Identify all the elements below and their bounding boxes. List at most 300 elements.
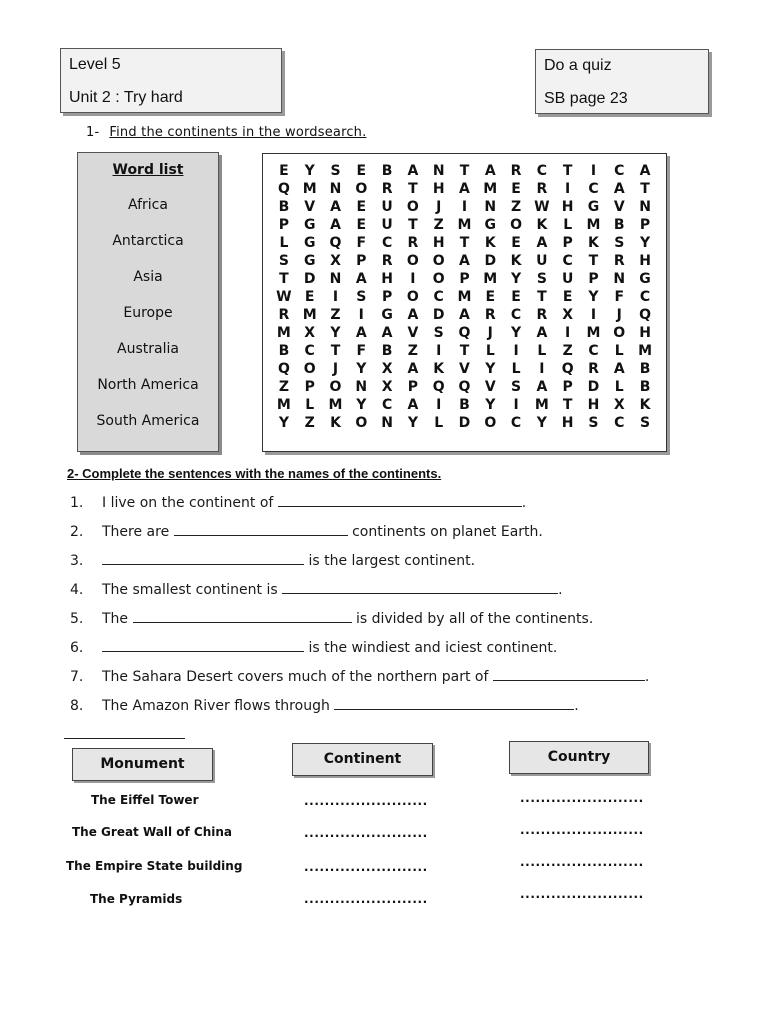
sentence-2	[70, 524, 543, 540]
sentence-text-after: is the windiest and iciest continent.	[304, 640, 558, 656]
wordsearch-letter[interactable]: Y	[511, 325, 522, 341]
wordsearch-letter[interactable]: P	[459, 271, 470, 287]
wordsearch-letter[interactable]: Z	[510, 199, 522, 215]
wordsearch-letter[interactable]: I	[410, 271, 416, 287]
wordsearch-letter[interactable]: P	[381, 289, 393, 305]
wordsearch-letter[interactable]: B	[381, 163, 393, 179]
continent-answer[interactable]: ........................	[304, 826, 428, 840]
wordsearch-letter[interactable]: I	[513, 343, 519, 359]
wordsearch-letter[interactable]: L	[279, 235, 289, 251]
wordsearch-letter[interactable]: O	[432, 271, 445, 287]
wordsearch-letter[interactable]: C	[536, 163, 547, 179]
answer-blank[interactable]	[102, 553, 304, 565]
wordsearch-letter[interactable]: Y	[639, 235, 651, 251]
wordsearch-letter[interactable]: U	[381, 199, 393, 215]
wordsearch-letter[interactable]: X	[304, 325, 316, 341]
wordsearch-letter[interactable]: A	[484, 163, 496, 179]
wordsearch-letter[interactable]: I	[513, 397, 519, 413]
wordsearch-letter[interactable]: P	[356, 253, 367, 269]
wordsearch-letter[interactable]: R	[510, 163, 522, 179]
wordsearch-letter[interactable]: Y	[511, 271, 522, 287]
wordsearch-letter[interactable]: O	[406, 199, 419, 215]
wordsearch-letter[interactable]: E	[562, 289, 573, 305]
divider-line	[64, 738, 185, 739]
sentence-text-after: is divided by all of the continents.	[351, 611, 594, 627]
wordsearch-letter[interactable]: A	[536, 379, 548, 395]
task-1-number: 1-	[86, 125, 100, 140]
wordsearch-letter[interactable]: G	[587, 199, 600, 215]
wordsearch-letter[interactable]: E	[304, 289, 315, 305]
wordsearch-letter[interactable]: I	[539, 361, 545, 377]
monument-item: The Great Wall of China	[72, 825, 233, 839]
wordsearch-letter[interactable]: M	[586, 217, 601, 233]
wordsearch-letter[interactable]: H	[561, 199, 574, 215]
wordsearch-letter[interactable]: S	[330, 163, 341, 179]
wordsearch-letter[interactable]: M	[483, 271, 498, 287]
word-list-item: Antarctica	[112, 233, 184, 249]
wordsearch-letter[interactable]: O	[303, 361, 316, 377]
wordsearch-letter[interactable]: S	[536, 271, 547, 287]
wordsearch-letter[interactable]: R	[407, 235, 419, 251]
wordsearch-letter[interactable]: N	[381, 415, 393, 431]
country-answer[interactable]: ........................	[520, 823, 644, 837]
wordsearch-letter[interactable]: L	[511, 361, 521, 377]
wordsearch-letter[interactable]: E	[279, 163, 289, 179]
wordsearch-letter[interactable]: T	[459, 343, 470, 359]
wordsearch-letter[interactable]: G	[303, 235, 316, 251]
wordsearch-letter[interactable]: K	[510, 253, 522, 269]
wordsearch-letter[interactable]: C	[304, 343, 315, 359]
wordsearch-letter[interactable]: T	[640, 181, 650, 197]
wordsearch-letter[interactable]: J	[436, 199, 442, 215]
wordsearch-letter[interactable]: G	[303, 217, 316, 233]
wordsearch-letter[interactable]: N	[432, 163, 445, 179]
wordsearch-letter[interactable]: Y	[588, 289, 599, 305]
wordsearch-letter[interactable]: L	[563, 217, 573, 233]
wordsearch-letter[interactable]: R	[381, 181, 393, 197]
wordsearch-letter[interactable]: B	[278, 199, 290, 215]
wordsearch-letter[interactable]: Y	[536, 415, 547, 431]
answer-blank[interactable]	[174, 524, 348, 536]
sentence-3	[70, 553, 475, 569]
wordsearch-letter[interactable]: D	[432, 307, 445, 323]
sentence-number: 8.	[70, 698, 84, 714]
wordsearch-letter[interactable]: M	[586, 325, 601, 341]
wordsearch-letter[interactable]: C	[639, 289, 651, 305]
sentence-text-after: .	[644, 669, 650, 685]
wordsearch-letter[interactable]: X	[330, 253, 341, 269]
wordsearch-letter[interactable]: A	[355, 271, 367, 287]
wordsearch-letter[interactable]: C	[562, 253, 573, 269]
wordsearch-letter[interactable]: C	[510, 307, 522, 323]
wordsearch-grid	[271, 162, 658, 432]
wordsearch-letter[interactable]: T	[408, 181, 418, 197]
wordsearch-letter[interactable]: A	[536, 325, 548, 341]
task-1-text: Find the continents in the wordsearch.	[109, 125, 367, 140]
sentence-number: 1.	[70, 495, 84, 511]
wordsearch-letter[interactable]: A	[407, 163, 419, 179]
wordsearch-letter[interactable]: F	[356, 235, 367, 251]
wordsearch-letter[interactable]: R	[278, 307, 290, 323]
wordsearch-letter[interactable]: H	[432, 181, 445, 197]
word-list-item: Asia	[133, 269, 163, 285]
wordsearch-letter[interactable]: A	[330, 217, 341, 233]
wordsearch-letter[interactable]: E	[511, 181, 521, 197]
wordsearch-letter[interactable]: P	[639, 217, 651, 233]
wordsearch-letter[interactable]: S	[588, 415, 599, 431]
wordsearch-letter[interactable]: S	[640, 415, 651, 431]
wordsearch-letter[interactable]: M	[534, 397, 549, 413]
wordsearch-letter[interactable]: N	[484, 199, 497, 215]
wordsearch-letter[interactable]: C	[614, 163, 625, 179]
answer-blank[interactable]	[278, 495, 522, 507]
wordsearch-letter[interactable]: L	[614, 343, 624, 359]
wordsearch-letter[interactable]: V	[484, 379, 496, 395]
wordsearch-letter[interactable]: Y	[485, 361, 496, 377]
wordsearch-letter[interactable]: M	[457, 289, 472, 305]
wordsearch-box	[262, 153, 667, 452]
wordsearch-letter[interactable]: P	[407, 379, 419, 395]
wordsearch-letter[interactable]: I	[590, 307, 597, 323]
wordsearch-letter[interactable]: R	[536, 307, 548, 323]
monument-item: The Empire State building	[66, 859, 243, 873]
wordsearch-letter[interactable]: F	[356, 343, 367, 359]
wordsearch-letter[interactable]: C	[588, 181, 599, 197]
wordsearch-letter[interactable]: Q	[277, 181, 290, 197]
wordsearch-letter[interactable]: L	[305, 397, 315, 413]
sentence-1	[70, 495, 526, 511]
task-1-instruction	[86, 125, 366, 140]
page-reference: SB page 23	[544, 90, 628, 107]
wordsearch-letter[interactable]: Z	[407, 343, 418, 359]
country-answer[interactable]: ........................	[520, 887, 644, 901]
wordsearch-letter[interactable]: M	[276, 397, 291, 413]
country-answer[interactable]: ........................	[520, 791, 644, 805]
wordsearch-letter[interactable]: V	[613, 199, 625, 215]
wordsearch-letter[interactable]: O	[355, 181, 368, 197]
wordsearch-letter[interactable]: Y	[356, 361, 367, 377]
wordsearch-letter[interactable]: A	[459, 181, 470, 197]
wordsearch-letter[interactable]: I	[565, 181, 571, 197]
wordsearch-letter[interactable]: Y	[407, 415, 418, 431]
wordsearch-letter[interactable]: I	[590, 163, 597, 179]
wordsearch-letter[interactable]: R	[536, 181, 548, 197]
word-list-item: Africa	[128, 197, 168, 213]
wordsearch-letter[interactable]: B	[278, 343, 290, 359]
wordsearch-letter[interactable]: O	[613, 325, 626, 341]
wordsearch-letter[interactable]: V	[407, 325, 419, 341]
wordsearch-letter[interactable]: A	[407, 361, 419, 377]
continent-answer[interactable]: ........................	[304, 794, 428, 808]
wordsearch-letter[interactable]: F	[614, 289, 625, 305]
wordsearch-letter[interactable]: O	[510, 217, 523, 233]
wordsearch-letter[interactable]: M	[276, 325, 291, 341]
wordsearch-letter[interactable]: A	[407, 307, 419, 323]
continent-answer[interactable]: ........................	[304, 892, 428, 906]
wordsearch-letter[interactable]: T	[408, 217, 418, 233]
country-header: Country	[509, 741, 649, 774]
sentence-number: 2.	[70, 524, 84, 540]
wordsearch-letter[interactable]: T	[459, 235, 470, 251]
quiz-box	[535, 49, 709, 114]
wordsearch-letter[interactable]: Y	[485, 397, 496, 413]
wordsearch-letter[interactable]: J	[616, 307, 622, 323]
wordsearch-letter[interactable]: Y	[278, 415, 289, 431]
level-unit-box	[60, 48, 282, 113]
wordsearch-letter[interactable]: S	[433, 325, 444, 341]
wordsearch-letter[interactable]: X	[562, 307, 574, 323]
wordsearch-letter[interactable]: B	[459, 397, 470, 413]
wordsearch-letter[interactable]: X	[381, 361, 393, 377]
continent-answer[interactable]: ........................	[304, 860, 428, 874]
wordsearch-letter[interactable]: Z	[278, 379, 289, 395]
monument-header: Monument	[72, 748, 213, 781]
wordsearch-letter[interactable]: V	[459, 361, 470, 377]
word-list-item: South America	[96, 413, 200, 429]
wordsearch-letter[interactable]: I	[358, 307, 364, 323]
wordsearch-letter[interactable]: I	[436, 343, 442, 359]
wordsearch-letter[interactable]: C	[381, 397, 393, 413]
wordsearch-letter[interactable]: P	[588, 271, 599, 287]
wordsearch-letter[interactable]: Z	[433, 217, 444, 233]
sentence-6	[70, 640, 557, 656]
word-list-box	[77, 152, 219, 452]
wordsearch-letter[interactable]: A	[459, 253, 470, 269]
wordsearch-letter[interactable]: T	[330, 343, 341, 359]
sentence-text-after: is the largest continent.	[304, 553, 476, 569]
sentence-text-after: .	[574, 698, 579, 714]
wordsearch-letter[interactable]: E	[485, 289, 496, 305]
wordsearch-letter[interactable]: Z	[304, 415, 315, 431]
wordsearch-letter[interactable]: N	[329, 181, 342, 197]
wordsearch-letter[interactable]: A	[355, 325, 367, 341]
quiz-label: Do a quiz	[544, 57, 612, 74]
wordsearch-letter[interactable]: J	[332, 361, 339, 377]
wordsearch-letter[interactable]: U	[561, 271, 574, 287]
sentence-number: 7.	[70, 669, 84, 685]
sentence-5	[70, 611, 593, 627]
wordsearch-letter[interactable]: G	[303, 253, 316, 269]
answer-blank[interactable]	[133, 611, 352, 623]
wordsearch-letter[interactable]: D	[484, 253, 497, 269]
wordsearch-letter[interactable]: R	[484, 307, 496, 323]
wordsearch-letter[interactable]: I	[565, 325, 571, 341]
wordsearch-letter[interactable]: T	[279, 271, 289, 287]
wordsearch-letter[interactable]: O	[484, 415, 497, 431]
sentence-number: 5.	[70, 611, 84, 627]
wordsearch-letter[interactable]: L	[614, 379, 624, 395]
wordsearch-letter[interactable]: G	[484, 217, 497, 233]
wordsearch-letter[interactable]: C	[433, 289, 444, 305]
wordsearch-letter[interactable]: Q	[432, 379, 445, 395]
wordsearch-letter[interactable]: N	[329, 271, 342, 287]
wordsearch-letter[interactable]: P	[304, 379, 315, 395]
wordsearch-letter[interactable]: O	[329, 379, 342, 395]
wordsearch-letter[interactable]: C	[614, 415, 625, 431]
wordsearch-letter[interactable]: D	[458, 415, 471, 431]
sentence-text-before: There are	[102, 524, 174, 540]
wordsearch-letter[interactable]: P	[278, 217, 290, 233]
wordsearch-letter[interactable]: Q	[561, 361, 574, 377]
wordsearch-letter[interactable]: S	[614, 235, 625, 251]
wordsearch-letter[interactable]: M	[483, 181, 498, 197]
wordsearch-letter[interactable]: W	[534, 199, 550, 215]
wordsearch-letter[interactable]: H	[639, 325, 651, 341]
wordsearch-letter[interactable]: S	[278, 253, 289, 269]
monument-item: The Eiffel Tower	[91, 793, 199, 807]
wordsearch-letter[interactable]: A	[330, 199, 341, 215]
wordsearch-letter[interactable]: O	[406, 253, 419, 269]
wordsearch-letter[interactable]: I	[332, 289, 339, 305]
wordsearch-letter[interactable]: S	[511, 379, 522, 395]
wordsearch-letter[interactable]: G	[639, 271, 651, 287]
wordsearch-letter[interactable]: K	[484, 235, 496, 251]
wordsearch-letter[interactable]: B	[639, 379, 651, 395]
wordsearch-letter[interactable]: G	[381, 307, 393, 323]
continent-header: Continent	[292, 743, 433, 776]
wordsearch-letter[interactable]: H	[432, 235, 445, 251]
word-list-item: North America	[97, 377, 199, 393]
wordsearch-letter[interactable]: A	[536, 235, 548, 251]
wordsearch-letter[interactable]: J	[487, 325, 493, 341]
wordsearch-letter[interactable]: T	[562, 397, 573, 413]
wordsearch-letter[interactable]: C	[381, 235, 393, 251]
wordsearch-letter[interactable]: A	[407, 397, 419, 413]
wordsearch-letter[interactable]: O	[432, 253, 445, 269]
wordsearch-letter[interactable]: E	[511, 235, 521, 251]
wordsearch-letter[interactable]: D	[303, 271, 316, 287]
wordsearch-letter[interactable]: K	[588, 235, 599, 251]
wordsearch-letter[interactable]: K	[639, 397, 651, 413]
wordsearch-letter[interactable]: Y	[356, 397, 367, 413]
wordsearch-letter[interactable]: C	[510, 415, 522, 431]
wordsearch-letter[interactable]: H	[381, 271, 393, 287]
task-2-instruction: 2- Complete the sentences with the names of the continents.	[67, 466, 442, 481]
wordsearch-letter[interactable]: Z	[330, 307, 341, 323]
answer-blank[interactable]	[493, 669, 645, 681]
wordsearch-letter[interactable]: X	[613, 397, 625, 413]
sentence-number: 3.	[70, 553, 84, 569]
wordsearch-letter[interactable]: K	[330, 415, 341, 431]
wordsearch-letter[interactable]: T	[562, 163, 573, 179]
wordsearch-letter[interactable]: W	[276, 289, 292, 305]
word-list-item: Australia	[117, 341, 179, 357]
wordsearch-letter[interactable]: B	[639, 361, 651, 377]
wordsearch-letter[interactable]: O	[406, 289, 419, 305]
sentence-text-before: The	[102, 611, 133, 627]
wordsearch-letter[interactable]: R	[613, 253, 625, 269]
level-label: Level 5	[69, 56, 121, 73]
wordsearch-letter[interactable]: A	[381, 325, 393, 341]
sentence-text-before: The Amazon River flows through	[102, 698, 335, 714]
word-list-title: Word list	[112, 162, 184, 178]
sentence-text-before: The smallest continent is	[102, 582, 283, 598]
wordsearch-letter[interactable]: H	[587, 397, 600, 413]
answer-blank[interactable]	[334, 698, 574, 710]
wordsearch-letter[interactable]: Q	[329, 235, 342, 251]
wordsearch-letter[interactable]: P	[562, 379, 573, 395]
answer-blank[interactable]	[102, 640, 304, 652]
wordsearch-letter[interactable]: E	[356, 199, 367, 215]
wordsearch-letter[interactable]: L	[434, 415, 444, 431]
wordsearch-letter[interactable]: L	[485, 343, 495, 359]
wordsearch-letter[interactable]: E	[356, 163, 367, 179]
sentence-text-after: .	[558, 582, 563, 598]
wordsearch-letter[interactable]: A	[613, 181, 625, 197]
sentence-4	[70, 582, 563, 598]
sentence-text-after: continents on planet Earth.	[347, 524, 543, 540]
wordsearch-letter[interactable]: M	[328, 397, 343, 413]
sentence-8	[70, 698, 579, 714]
wordsearch-letter[interactable]: D	[587, 379, 600, 395]
wordsearch-letter[interactable]: E	[511, 289, 521, 305]
wordsearch-letter[interactable]: B	[381, 343, 393, 359]
wordsearch-letter[interactable]: C	[588, 343, 599, 359]
wordsearch-letter[interactable]: Y	[304, 163, 315, 179]
wordsearch-letter[interactable]: V	[304, 199, 316, 215]
wordsearch-letter[interactable]: B	[613, 217, 625, 233]
wordsearch-letter[interactable]: X	[381, 379, 393, 395]
wordsearch-letter[interactable]: E	[356, 217, 367, 233]
wordsearch-letter[interactable]: L	[537, 343, 547, 359]
wordsearch-letter[interactable]: M	[302, 307, 317, 323]
sentence-7	[70, 669, 649, 685]
wordsearch-letter[interactable]: A	[639, 163, 651, 179]
monument-item: The Pyramids	[90, 892, 183, 906]
wordsearch-letter[interactable]: M	[302, 181, 317, 197]
wordsearch-letter[interactable]: A	[459, 307, 470, 323]
wordsearch-letter[interactable]: R	[588, 361, 599, 377]
wordsearch-letter[interactable]: A	[613, 361, 625, 377]
unit-label: Unit 2 : Try hard	[69, 89, 183, 106]
answer-blank[interactable]	[282, 582, 558, 594]
wordsearch-letter[interactable]: Z	[562, 343, 573, 359]
wordsearch-letter[interactable]: Y	[330, 325, 341, 341]
wordsearch-letter[interactable]: T	[588, 253, 599, 269]
wordsearch-letter[interactable]: P	[562, 235, 573, 251]
wordsearch-letter[interactable]: Q	[639, 307, 651, 323]
wordsearch-letter[interactable]: O	[355, 415, 368, 431]
wordsearch-letter[interactable]: M	[638, 343, 653, 359]
wordsearch-letter[interactable]: R	[381, 253, 393, 269]
wordsearch-letter[interactable]: S	[356, 289, 367, 305]
wordsearch-letter[interactable]: Q	[277, 361, 290, 377]
wordsearch-letter[interactable]: N	[613, 271, 626, 287]
sentence-number: 6.	[70, 640, 84, 656]
wordsearch-letter[interactable]: I	[436, 397, 442, 413]
wordsearch-letter[interactable]: I	[461, 199, 468, 215]
wordsearch-letter[interactable]: U	[381, 217, 393, 233]
wordsearch-letter[interactable]: T	[537, 289, 547, 305]
word-list-item: Europe	[123, 305, 173, 321]
sentence-text-before: The Sahara Desert covers much of the northern part of	[102, 669, 493, 685]
wordsearch-letter[interactable]: U	[536, 253, 548, 269]
wordsearch-letter[interactable]: Q	[458, 325, 471, 341]
sentence-number: 4.	[70, 582, 84, 598]
wordsearch-letter[interactable]: H	[639, 253, 651, 269]
wordsearch-letter[interactable]: K	[536, 217, 548, 233]
sentence-text-before: I live on the continent of	[102, 495, 278, 511]
wordsearch-letter[interactable]: N	[639, 199, 651, 215]
wordsearch-letter[interactable]: K	[433, 361, 445, 377]
wordsearch-letter[interactable]: T	[459, 163, 470, 179]
wordsearch-letter[interactable]: Q	[458, 379, 471, 395]
wordsearch-letter[interactable]: N	[355, 379, 368, 395]
sentence-text-after: .	[521, 495, 527, 511]
wordsearch-letter[interactable]: H	[561, 415, 574, 431]
country-answer[interactable]: ........................	[520, 855, 644, 869]
wordsearch-letter[interactable]: M	[457, 217, 472, 233]
